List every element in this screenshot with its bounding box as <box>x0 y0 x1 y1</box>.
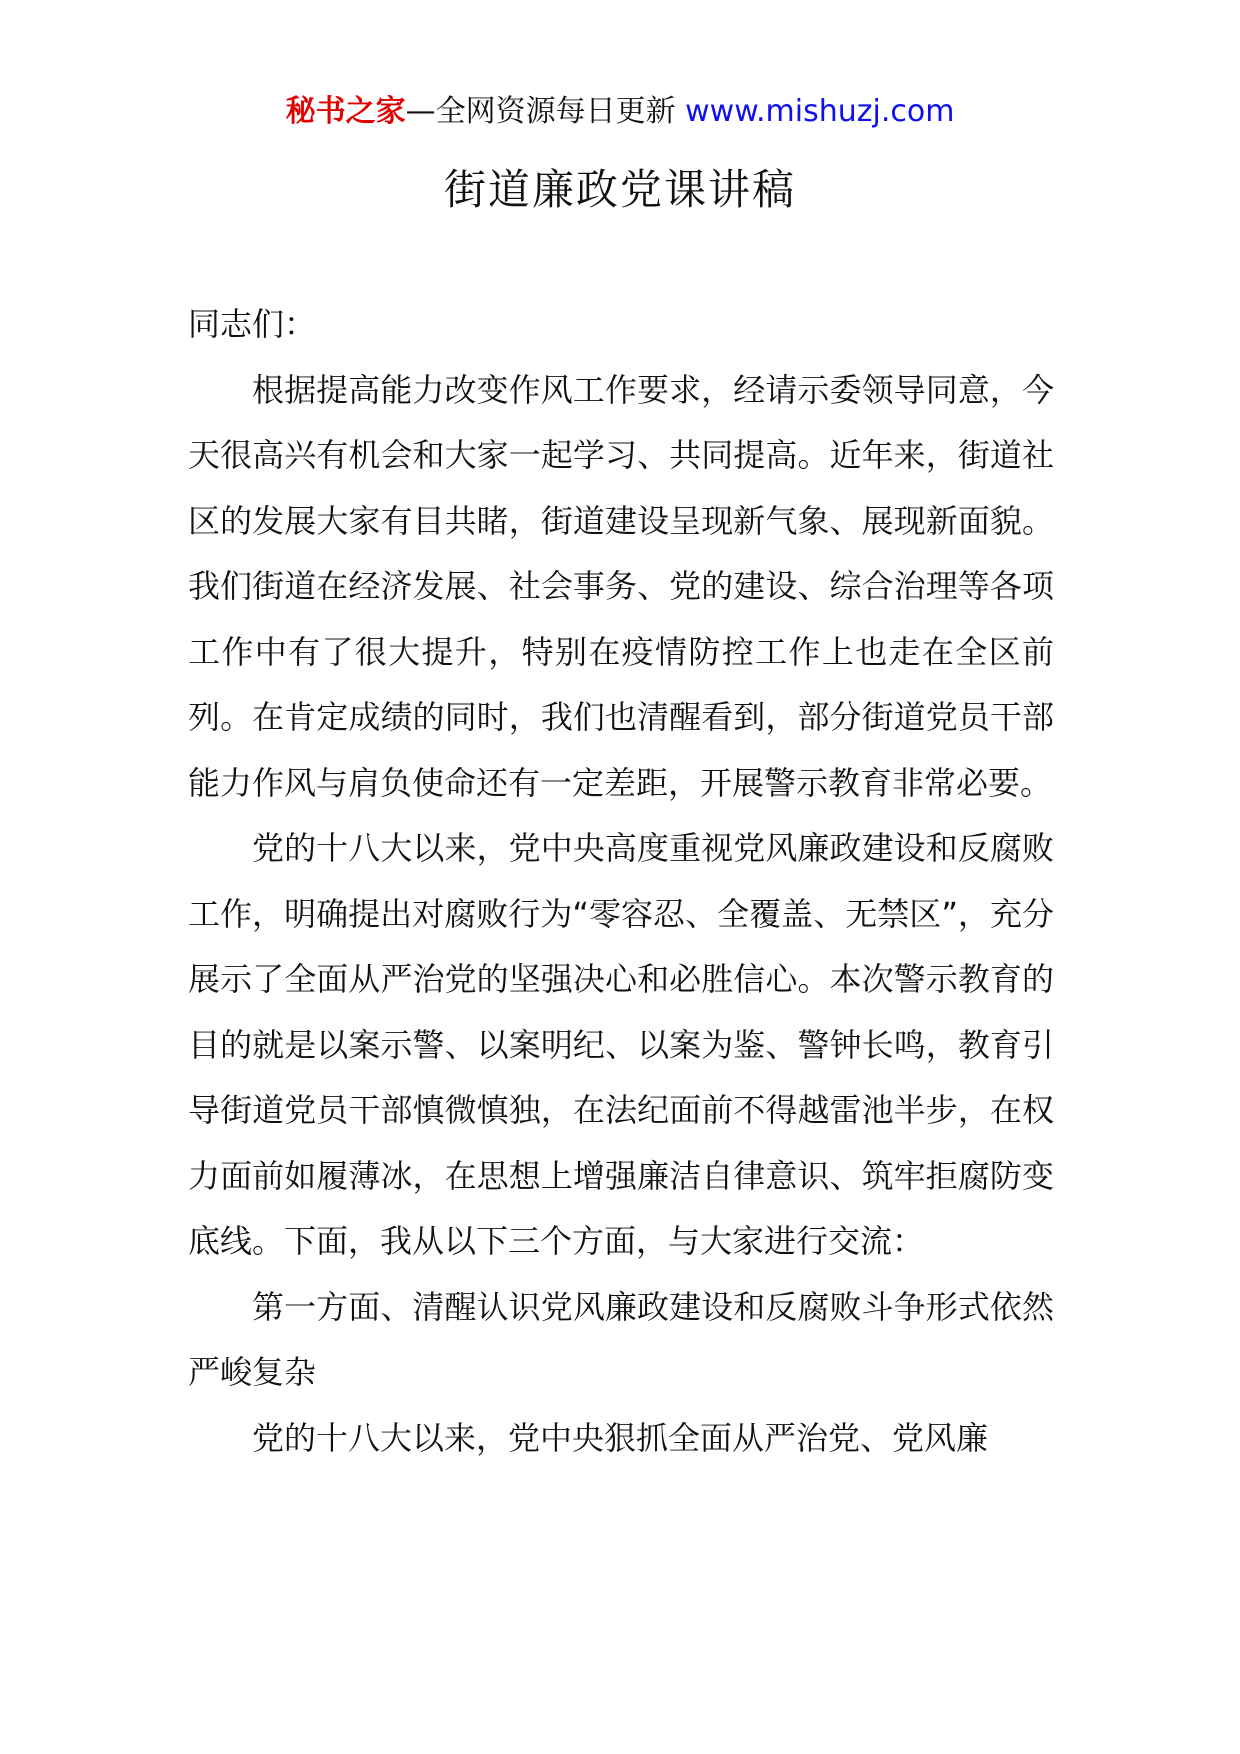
header-tagline: —全网资源每日更新 <box>405 94 686 129</box>
salutation: 同志们： <box>188 305 317 343</box>
site-header <box>0 92 1240 132</box>
section-heading-1: 第一方面、清醒认识党风廉政建设和反腐败斗争形式依然严峻复杂 <box>188 1287 1054 1391</box>
brand-name: 秘书之家 <box>285 94 406 129</box>
paragraph-section-1: 党的十八大以来，党中央狠抓全面从严治党、党风廉 <box>252 1418 989 1457</box>
paragraph-purpose: 党的十八大以来，党中央高度重视党风廉政建设和反腐败工作，明确提出对腐败行为“零容忍、全覆盖、无禁区”，充分展示了全面从严治党的坚强决心和必胜信心。本次警示教育的目的就是以案示警、以案明纪、以案为鉴、警钟长鸣，教育引导街道党员干部慎微慎独，在法纪面前不得越雷池半步，在权力面前如履薄冰，在思想上增强廉洁自律意识、筑牢拒腐防变底线。下面，我从以下三个方面，与大家进行交流： <box>188 829 1054 1260</box>
paragraph-intro: 根据提高能力改变作风工作要求，经请示委领导同意，今天很高兴有机会和大家一起学习、共同提高。近年来，街道社区的发展大家有目共睹，街道建设呈现新气象、展现新面貌。我们街道在经济发展、社会事务、党的建设、综合治理等各项工作中有了很大提升，特别在疫情防控工作上也走在全区前列。在肯定成绩的同时，我们也清醒看到，部分街道党员干部能力作风与肩负使命还有一定差距，开展警示教育非常必要。 <box>188 370 1054 802</box>
site-url-link[interactable]: www.mishuzj.com <box>685 94 955 129</box>
document-title: 街道廉政党课讲稿 <box>443 165 796 214</box>
document-body <box>188 292 1054 1471</box>
